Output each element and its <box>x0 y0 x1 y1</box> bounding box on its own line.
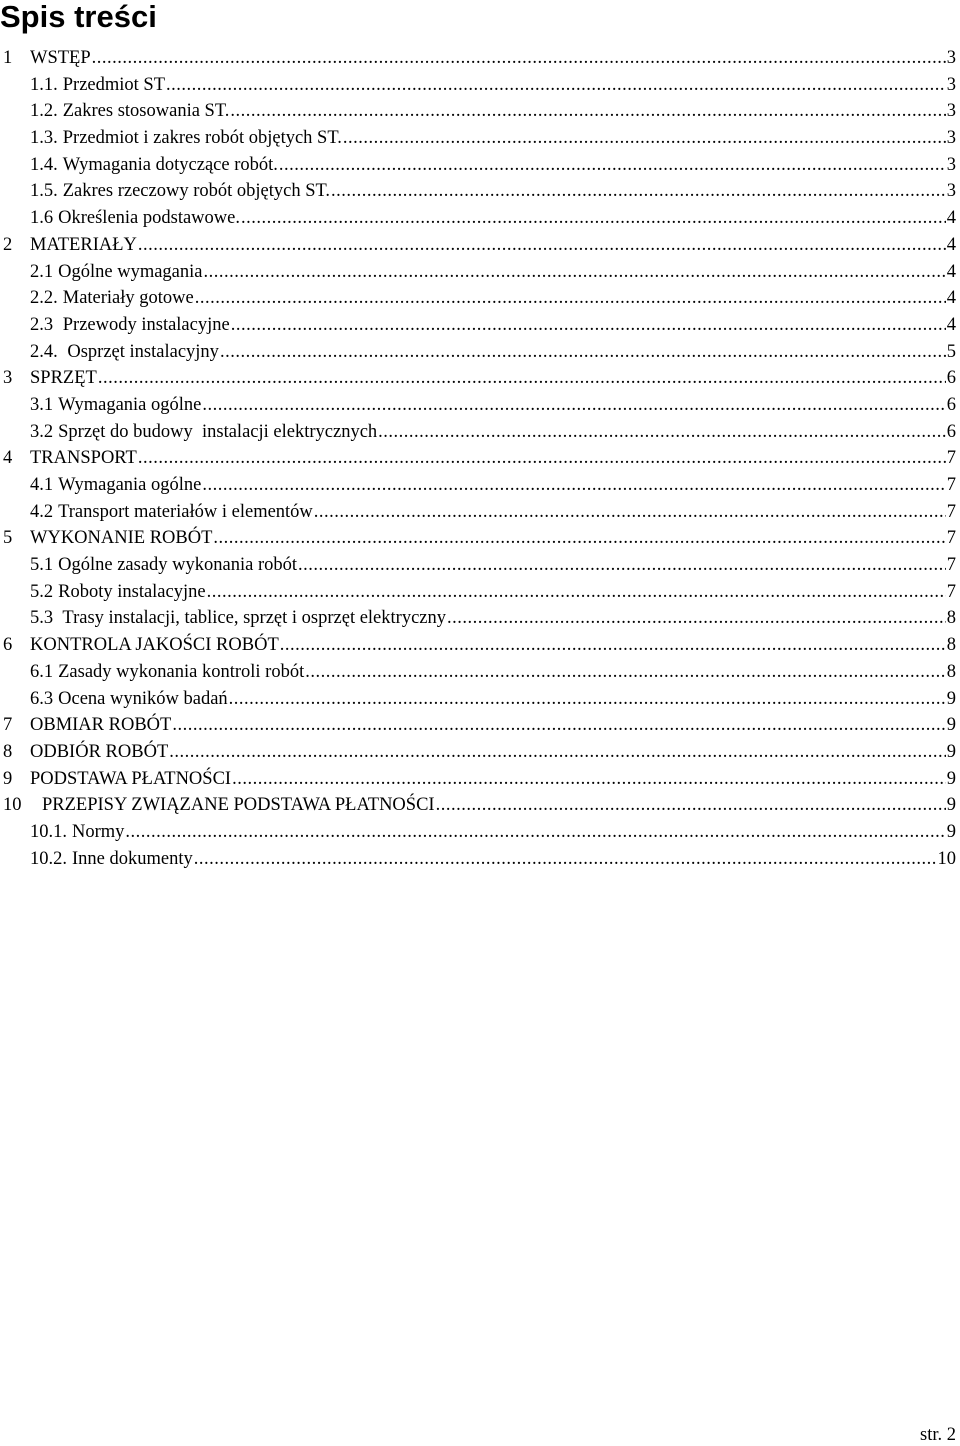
toc-dot-leader <box>202 392 945 419</box>
toc-entry-page: 7 <box>946 501 956 522</box>
toc-entry-number: 10 <box>3 795 22 816</box>
toc-entry-number: 4 <box>3 448 13 469</box>
toc-entry-title: Sprzęt do budowy instalacji elektrycznych <box>58 421 378 442</box>
toc-entry[interactable] <box>0 205 956 232</box>
toc-entry-title: Wymagania ogólne <box>58 475 202 495</box>
toc-entry-page: 6 <box>946 421 956 442</box>
toc-entry[interactable] <box>0 72 956 99</box>
toc-entry[interactable] <box>0 792 956 819</box>
toc-entry-page: 4 <box>946 234 956 255</box>
toc-entry-page: 6 <box>946 394 956 415</box>
toc-entry[interactable] <box>0 312 956 339</box>
toc-entry-page: 3 <box>946 128 956 149</box>
toc-entry-number: 1.6 <box>30 208 54 229</box>
toc-entry-page: 9 <box>946 715 956 736</box>
toc-dot-leader <box>230 98 945 125</box>
toc-entry[interactable] <box>0 285 956 312</box>
toc-entry-title: Ocena wyników badań <box>58 688 228 709</box>
toc-entry-title: Ogólne zasady wykonania robót <box>58 555 298 576</box>
toc-entry-number: 5.1 <box>30 555 54 576</box>
toc-entry-page: 4 <box>946 314 956 335</box>
toc-entry-title: KONTROLA JAKOŚCI ROBÓT <box>30 635 279 656</box>
toc-entry-number: 1.2. <box>30 101 58 122</box>
toc-entry-number: 5.3 <box>30 608 54 629</box>
toc-dot-leader <box>343 125 946 152</box>
toc-entry-number: 2.2. <box>30 288 58 309</box>
toc-entry-title: Zasady wykonania kontroli robót <box>58 661 305 682</box>
toc-dot-leader <box>202 472 945 499</box>
toc-entry-page: 9 <box>946 795 956 816</box>
toc-entry-title: Przedmiot i zakres robót objętych ST. <box>62 128 342 149</box>
toc-entry-page: 10 <box>937 848 956 869</box>
toc-entry-number: 1.1. <box>30 74 58 95</box>
toc-entry-page: 4 <box>946 261 956 282</box>
toc-dot-leader <box>172 712 945 739</box>
page-title: Spis treści <box>0 0 157 34</box>
toc-entry-title: Inne dokumenty <box>72 848 193 869</box>
toc-entry-title: Przedmiot ST <box>62 74 166 95</box>
toc-entry-title: PODSTAWA PŁATNOŚCI <box>30 768 232 789</box>
toc-entry[interactable] <box>0 739 956 766</box>
toc-entry-title: Materiały gotowe <box>62 288 194 309</box>
toc-entry-page: 9 <box>946 741 956 762</box>
toc-entry-number: 6.3 <box>30 688 54 709</box>
toc-entry-number: 2.1 <box>30 261 54 282</box>
toc-entry[interactable] <box>0 552 956 579</box>
toc-entry[interactable] <box>0 45 956 72</box>
toc-entry-number: 2 <box>3 234 13 255</box>
toc-entry-number: 1.3. <box>30 128 58 149</box>
toc-entry[interactable] <box>0 472 956 499</box>
toc-entry[interactable] <box>0 232 956 259</box>
toc-dot-leader <box>213 525 945 552</box>
toc-entry-title: TRANSPORT <box>30 448 137 469</box>
toc-entry-page: 4 <box>946 288 956 309</box>
toc-entry[interactable] <box>0 579 956 606</box>
toc-entry-number: 3 <box>3 368 13 389</box>
toc-entry-title: Przewody instalacyjne <box>58 314 230 335</box>
toc-entry[interactable] <box>0 846 956 873</box>
toc-entry-title: Zakres rzeczowy robót objętych ST. <box>62 181 331 202</box>
toc-entry-number: 9 <box>3 768 13 789</box>
toc-dot-leader <box>279 152 946 179</box>
toc-entry[interactable] <box>0 605 956 632</box>
toc-dot-leader <box>229 686 946 713</box>
toc-entry-title: Roboty instalacyjne <box>58 581 206 602</box>
toc-dot-leader <box>204 259 946 286</box>
toc-dot-leader <box>194 846 937 873</box>
toc-entry-number: 6.1 <box>30 661 54 682</box>
toc-entry-title: Transport materiałów i elementów <box>58 501 313 522</box>
toc-entry-number: 1 <box>3 48 13 68</box>
toc-dot-leader <box>298 552 946 579</box>
toc-dot-leader <box>169 739 946 766</box>
toc-dot-leader <box>241 205 946 232</box>
toc-entry[interactable] <box>0 339 956 366</box>
toc-dot-leader <box>207 579 946 606</box>
toc-dot-leader <box>314 499 946 526</box>
toc-entry-number: 3.2 <box>30 421 54 442</box>
toc-dot-leader <box>280 632 946 659</box>
toc-entry-page: 9 <box>946 688 956 709</box>
toc-entry[interactable] <box>0 98 956 125</box>
toc-entry-page: 8 <box>946 608 956 629</box>
toc-entry-number: 4.2 <box>30 501 54 522</box>
toc-entry-page: 6 <box>946 368 956 389</box>
toc-entry-title: PRZEPISY ZWIĄZANE PODSTAWA PŁATNOŚCI <box>42 795 435 816</box>
toc-entry-title: Określenia podstawowe. <box>58 208 240 229</box>
toc-entry[interactable] <box>0 178 956 205</box>
toc-entry-page: 7 <box>946 475 956 495</box>
toc-entry-title: OBMIAR ROBÓT <box>30 715 172 736</box>
toc-dot-leader <box>447 605 946 632</box>
toc-entry-number: 5.2 <box>30 581 54 602</box>
toc-entry-title: Ogólne wymagania <box>58 261 203 282</box>
toc-entry[interactable] <box>0 125 956 152</box>
toc-entry-title: SPRZĘT <box>30 368 97 389</box>
toc-entry-title: Osprzęt instalacyjny <box>62 341 219 362</box>
toc-entry-number: 4.1 <box>30 475 54 495</box>
toc-entry-page: 7 <box>946 528 956 549</box>
toc-entry[interactable] <box>0 712 956 739</box>
toc-entry[interactable] <box>0 152 956 179</box>
toc-entry-page: 3 <box>946 74 956 95</box>
toc-entry[interactable] <box>0 499 956 526</box>
toc-dot-leader <box>98 365 946 392</box>
toc-entry-title: MATERIAŁY <box>30 234 137 255</box>
toc-entry[interactable] <box>0 632 956 659</box>
toc-entry-number: 10.2. <box>30 848 67 869</box>
toc-entry-page: 7 <box>946 555 956 576</box>
toc-entry-page: 3 <box>946 181 956 202</box>
toc-entry-page: 5 <box>946 341 956 362</box>
toc-entry-title: ODBIÓR ROBÓT <box>30 741 169 762</box>
table-of-contents <box>0 45 956 872</box>
toc-entry-title: WSTĘP <box>30 48 91 68</box>
toc-entry-number: 8 <box>3 741 13 762</box>
toc-dot-leader <box>138 445 946 472</box>
toc-entry-number: 10.1. <box>30 821 67 842</box>
toc-entry[interactable] <box>0 419 956 446</box>
toc-entry-number: 3.1 <box>30 394 54 415</box>
toc-dot-leader <box>232 766 946 793</box>
toc-entry[interactable] <box>0 819 956 846</box>
toc-entry[interactable] <box>0 686 956 713</box>
toc-entry-title: Normy <box>72 821 125 842</box>
toc-entry-number: 2.3 <box>30 314 54 335</box>
toc-dot-leader <box>138 232 946 259</box>
toc-entry[interactable] <box>0 525 956 552</box>
toc-dot-leader <box>195 285 946 312</box>
toc-entry-page: 3 <box>946 101 956 122</box>
toc-dot-leader <box>125 819 945 846</box>
toc-entry-number: 6 <box>3 635 13 656</box>
toc-entry[interactable] <box>0 392 956 419</box>
toc-entry-page: 7 <box>946 581 956 602</box>
toc-dot-leader <box>166 72 946 99</box>
toc-entry-page: 7 <box>946 448 956 469</box>
toc-entry[interactable] <box>0 365 956 392</box>
toc-entry[interactable] <box>0 259 956 286</box>
toc-entry-title: Wymagania ogólne <box>58 394 202 415</box>
toc-dot-leader <box>436 792 946 819</box>
toc-entry-page: 9 <box>946 821 956 842</box>
toc-entry-title: WYKONANIE ROBÓT <box>30 528 213 549</box>
toc-entry[interactable] <box>0 766 956 793</box>
toc-entry-number: 7 <box>3 715 13 736</box>
toc-entry-page: 4 <box>946 208 956 229</box>
toc-dot-leader <box>378 419 946 446</box>
toc-entry-page: 3 <box>946 48 956 68</box>
toc-dot-leader <box>231 312 946 339</box>
toc-entry[interactable] <box>0 445 956 472</box>
toc-entry-page: 9 <box>946 768 956 789</box>
toc-dot-leader <box>220 339 946 366</box>
toc-dot-leader <box>331 178 946 205</box>
toc-entry-number: 1.5. <box>30 181 58 202</box>
toc-dot-leader <box>92 45 946 72</box>
toc-entry-page: 3 <box>946 154 956 175</box>
toc-entry-title: Wymagania dotyczące robót. <box>62 154 278 175</box>
toc-entry[interactable] <box>0 659 956 686</box>
toc-entry-title: Zakres stosowania ST. <box>62 101 230 122</box>
toc-entry-title: Trasy instalacji, tablice, sprzęt i osprzęt elektryczny <box>58 608 446 629</box>
toc-entry-number: 5 <box>3 528 13 549</box>
toc-entry-number: 2.4. <box>30 341 58 362</box>
toc-entry-number: 1.4. <box>30 154 58 175</box>
page-number-footer: str. 2 <box>920 1425 956 1445</box>
toc-entry-page: 8 <box>946 635 956 656</box>
toc-dot-leader <box>305 659 946 686</box>
toc-entry-page: 8 <box>946 661 956 682</box>
